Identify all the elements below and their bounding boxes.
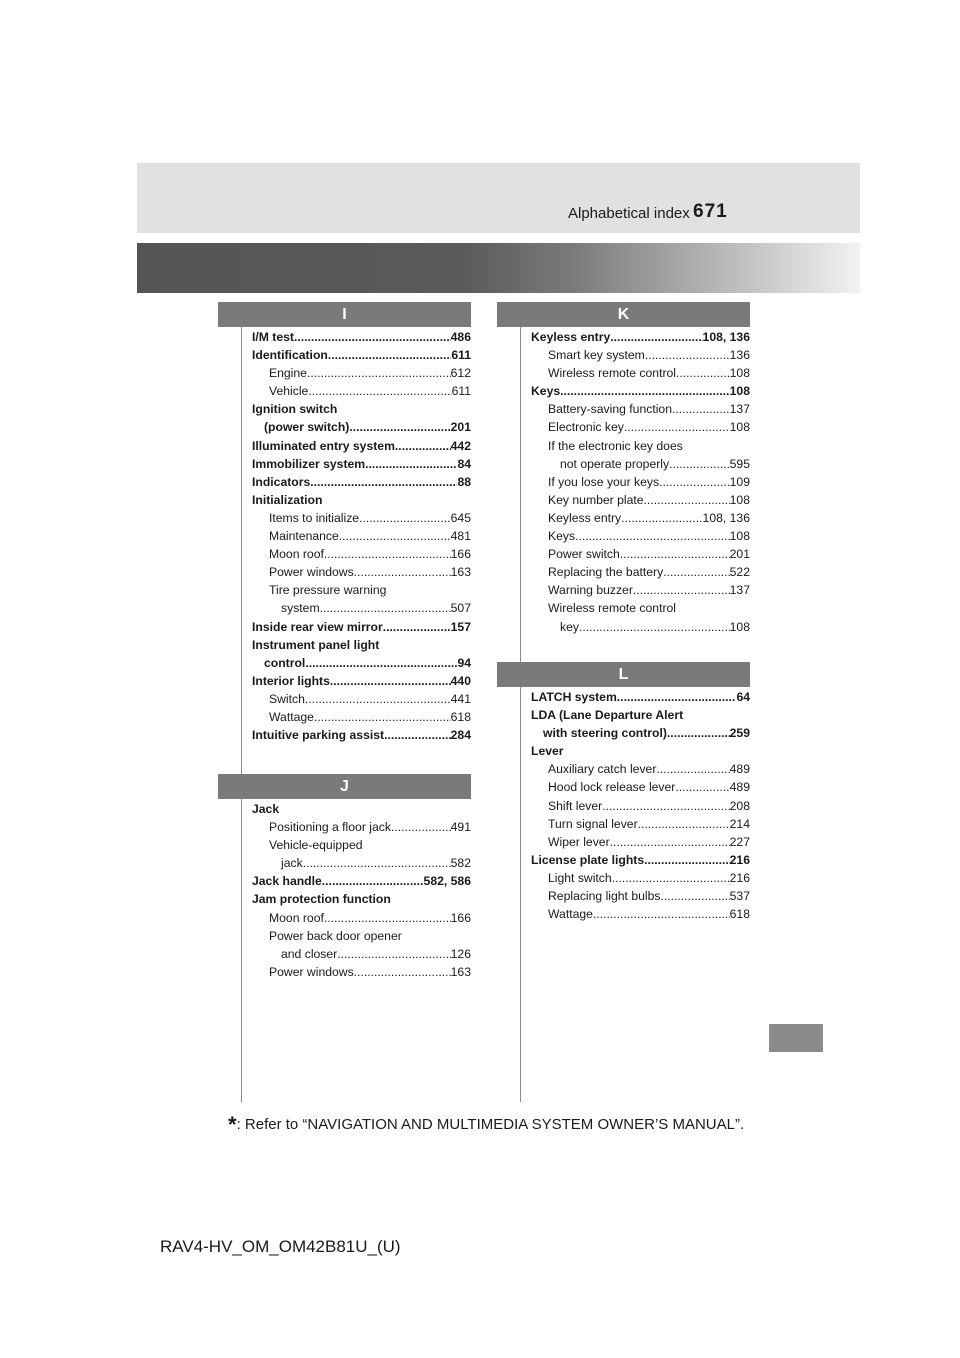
entry-page-number: 108 (729, 384, 750, 399)
entry-text: Indicators (252, 474, 311, 489)
index-entry (531, 455, 750, 473)
index-entry (252, 599, 471, 617)
index-list-k (531, 328, 750, 636)
leader-dots (314, 708, 451, 726)
page-number: 671 (693, 201, 728, 222)
entry-text: Illuminated entry system (252, 438, 395, 453)
leader-dots (349, 418, 450, 436)
leader-dots (391, 818, 451, 836)
leader-dots (359, 509, 451, 527)
leader-dots (328, 346, 451, 364)
entry-page-number: 618 (729, 907, 750, 922)
entry-text: Hood lock release lever (548, 780, 676, 795)
entry-page-number: 618 (450, 709, 471, 724)
entry-page-number: 441 (450, 691, 471, 706)
index-entry-heading: Tire pressure warning (269, 583, 387, 598)
index-entry (531, 887, 750, 905)
index-entry (531, 527, 750, 545)
entry-page-number: 136 (729, 348, 750, 363)
leader-dots (330, 672, 451, 690)
left-column-divider (241, 312, 242, 1102)
entry-page-number: 166 (450, 547, 471, 562)
entry-page-number: 109 (729, 474, 750, 489)
entry-text: Inside rear view mirror (252, 619, 383, 634)
leader-dots (310, 473, 457, 491)
index-entry (531, 618, 750, 636)
entry-page-number: 227 (729, 834, 750, 849)
entry-text: Wireless remote control (548, 366, 677, 381)
entry-text: If you lose your keys (548, 474, 660, 489)
index-entry (252, 963, 471, 981)
index-entry-heading: LDA (Lane Departure Alert (531, 708, 684, 723)
entry-text: Replacing light bulbs (548, 889, 661, 904)
index-entry-heading: Instrument panel light (252, 637, 380, 652)
leader-dots (644, 851, 730, 869)
entry-text: Power switch (548, 547, 620, 562)
leader-dots (303, 854, 451, 872)
entry-text: Jack handle (252, 874, 322, 889)
index-entry (252, 418, 471, 436)
index-entry-heading: Jam protection function (252, 892, 391, 907)
index-entry-heading: Wireless remote control (548, 601, 677, 616)
entry-page-number: 137 (729, 402, 750, 417)
index-list-j (252, 800, 471, 981)
chapter-tab (769, 1024, 823, 1052)
entry-text: Key number plate (548, 492, 644, 507)
leader-dots (308, 382, 451, 400)
section-header-k: K (497, 302, 750, 327)
leader-dots (560, 382, 730, 400)
leader-dots (324, 909, 451, 927)
entry-page-number: 216 (729, 870, 750, 885)
index-entry (531, 581, 750, 599)
leader-dots (660, 887, 729, 905)
entry-page-number: 108 (729, 619, 750, 634)
entry-page-number: 259 (729, 726, 750, 741)
entry-page-number: 108, 136 (702, 510, 750, 525)
entry-page-number: 108 (729, 529, 750, 544)
index-entry (531, 778, 750, 796)
index-list-l (531, 688, 750, 923)
entry-page-number: 157 (450, 619, 471, 634)
entry-page-number: 611 (451, 384, 471, 399)
leader-dots (610, 328, 702, 346)
entry-text: I/M test (252, 330, 294, 344)
leader-dots (620, 545, 730, 563)
index-entry (531, 797, 750, 815)
entry-text: Power windows (269, 964, 354, 979)
entry-page-number: 214 (729, 816, 750, 831)
entry-page-number: 582, 586 (423, 874, 471, 889)
leader-dots (633, 581, 730, 599)
entry-page-number: 507 (450, 601, 471, 616)
leader-dots (365, 455, 457, 473)
entry-text: with steering control) (543, 726, 667, 741)
entry-text: Turn signal lever (548, 816, 638, 831)
index-entry (252, 563, 471, 581)
leader-dots (663, 563, 729, 581)
entry-page-number: 88 (457, 474, 471, 489)
leader-dots (645, 346, 730, 364)
leader-dots (676, 364, 730, 382)
leader-dots (675, 778, 729, 796)
entry-text: License plate lights (531, 852, 645, 867)
index-entry (252, 509, 471, 527)
leader-dots (354, 963, 451, 981)
entry-text: system (281, 601, 320, 616)
entry-text: Keyless entry (531, 330, 611, 344)
index-entry-heading: Power back door opener (269, 928, 402, 943)
index-entry (531, 364, 750, 382)
index-entry-heading: Initialization (252, 492, 323, 507)
entry-page-number: 64 (736, 690, 750, 704)
index-entry (252, 545, 471, 563)
leader-dots (339, 527, 451, 545)
entry-text: and closer (281, 946, 338, 961)
entry-text: Keys (531, 384, 561, 399)
leader-dots (354, 563, 451, 581)
index-entry (531, 905, 750, 923)
leader-dots (617, 688, 737, 706)
index-entry (531, 473, 750, 491)
entry-text: Identification (252, 348, 328, 363)
entry-page-number: 489 (729, 780, 750, 795)
entry-text: Power windows (269, 565, 354, 580)
entry-page-number: 163 (450, 964, 471, 979)
entry-page-number: 481 (450, 529, 471, 544)
entry-text: Interior lights (252, 673, 330, 688)
entry-page-number: 201 (729, 547, 750, 562)
entry-page-number: 163 (450, 565, 471, 580)
index-entry (252, 872, 471, 890)
entry-text: not operate properly (560, 456, 670, 471)
leader-dots (621, 509, 702, 527)
entry-page-number: 537 (729, 889, 750, 904)
entry-page-number: 201 (450, 420, 471, 435)
entry-page-number: 94 (457, 655, 471, 670)
entry-text: Intuitive parking assist (252, 728, 385, 743)
index-entry (252, 455, 471, 473)
index-entry (531, 851, 750, 869)
index-entry (531, 509, 750, 527)
entry-text: Light switch (548, 870, 612, 885)
entry-text: Positioning a floor jack (269, 820, 391, 835)
entry-text: jack (281, 856, 303, 871)
entry-page-number: 108 (729, 366, 750, 381)
index-list-i (252, 328, 471, 744)
entry-text: Smart key system (548, 348, 645, 363)
index-entry (531, 815, 750, 833)
entry-text: control (264, 655, 306, 670)
leader-dots (322, 872, 424, 890)
entry-page-number: 208 (729, 798, 750, 813)
entry-page-number: 108 (729, 492, 750, 507)
entry-text: Engine (269, 366, 307, 381)
leader-dots (612, 869, 730, 887)
footnote (228, 1112, 744, 1138)
entry-text: Auxiliary catch lever (548, 762, 657, 777)
entry-page-number: 442 (450, 438, 471, 453)
index-entry (252, 818, 471, 836)
entry-text: Electronic key (548, 420, 624, 435)
index-entry-heading: If the electronic key does (548, 438, 683, 453)
header-band (137, 163, 860, 233)
leader-dots (672, 400, 730, 418)
middle-column-divider (520, 312, 521, 1102)
entry-text: Keys (548, 529, 576, 544)
leader-dots (384, 726, 451, 744)
leader-dots (669, 455, 730, 473)
entry-text: Shift lever (548, 798, 603, 813)
leader-dots (593, 905, 730, 923)
entry-text: LATCH system (531, 690, 617, 704)
entry-text: key (560, 619, 579, 634)
index-entry (531, 418, 750, 436)
entry-page-number: 489 (729, 762, 750, 777)
index-entry (531, 869, 750, 887)
index-entry (252, 364, 471, 382)
leader-dots (305, 654, 457, 672)
leader-dots (383, 618, 451, 636)
index-entry (252, 527, 471, 545)
leader-dots (579, 618, 730, 636)
section-header-l: L (497, 662, 750, 687)
index-entry (252, 672, 471, 690)
document-code: RAV4-HV_OM_OM42B81U_(U) (160, 1237, 401, 1256)
leader-dots (337, 945, 450, 963)
index-entry (252, 945, 471, 963)
entry-page-number: 440 (450, 673, 471, 688)
index-entry (531, 346, 750, 364)
leader-dots (395, 437, 451, 455)
entry-text: Moon roof (269, 910, 324, 925)
leader-dots (602, 797, 729, 815)
index-entry (252, 854, 471, 872)
leader-dots (305, 690, 451, 708)
entry-text: Vehicle (269, 384, 309, 399)
section-banner (137, 243, 860, 293)
index-entry-heading: Vehicle-equipped (269, 838, 363, 853)
entry-page-number: 137 (729, 583, 750, 598)
section-header-i: I (218, 302, 471, 327)
leader-dots (294, 328, 451, 346)
entry-page-number: 645 (450, 510, 471, 525)
page-title: Alphabetical index (568, 205, 690, 222)
entry-page-number: 611 (451, 348, 471, 363)
entry-text: Replacing the battery (548, 565, 664, 580)
index-entry (252, 328, 471, 346)
entry-text: Keyless entry (548, 510, 622, 525)
entry-page-number: 491 (450, 820, 471, 835)
index-entry-heading: Jack (252, 802, 280, 816)
index-entry (252, 618, 471, 636)
leader-dots (656, 760, 729, 778)
entry-text: Maintenance (269, 529, 339, 544)
index-entry (531, 760, 750, 778)
entry-page-number: 612 (450, 366, 471, 381)
entry-text: Wattage (548, 907, 593, 922)
index-entry (531, 563, 750, 581)
entry-page-number: 126 (450, 946, 471, 961)
footnote-marker: * (228, 1112, 237, 1137)
index-entry (252, 382, 471, 400)
index-entry (531, 833, 750, 851)
entry-page-number: 84 (457, 456, 471, 471)
entry-text: Switch (269, 691, 305, 706)
index-entry (531, 724, 750, 742)
index-entry (252, 708, 471, 726)
entry-page-number: 486 (450, 330, 471, 344)
entry-page-number: 582 (450, 856, 471, 871)
index-entry (531, 382, 750, 400)
index-entry (531, 491, 750, 509)
leader-dots (575, 527, 730, 545)
leader-dots (610, 833, 730, 851)
index-entry (531, 400, 750, 418)
entry-text: Wattage (269, 709, 314, 724)
leader-dots (659, 473, 730, 491)
leader-dots (638, 815, 730, 833)
entry-text: Wiper lever (548, 834, 610, 849)
entry-page-number: 108 (729, 420, 750, 435)
entry-page-number: 522 (729, 565, 750, 580)
entry-text: Battery-saving function (548, 402, 672, 417)
index-entry (531, 545, 750, 563)
entry-text: (power switch) (264, 420, 350, 435)
section-header-j: J (218, 774, 471, 799)
index-entry (252, 726, 471, 744)
entry-page-number: 216 (729, 852, 750, 867)
entry-page-number: 166 (450, 910, 471, 925)
entry-page-number: 595 (729, 456, 750, 471)
leader-dots (324, 545, 451, 563)
index-entry-heading: Ignition switch (252, 402, 338, 417)
index-entry (252, 437, 471, 455)
leader-dots (307, 364, 451, 382)
leader-dots (624, 418, 730, 436)
entry-text: Items to initialize (269, 510, 360, 525)
index-entry-heading: Lever (531, 744, 564, 759)
index-entry (531, 688, 750, 706)
leader-dots (667, 724, 730, 742)
entry-text: Moon roof (269, 547, 324, 562)
footnote-text: : Refer to “NAVIGATION AND MULTIMEDIA SYSTEM OWNER’S MANUAL”. (236, 1116, 745, 1133)
index-entry (252, 909, 471, 927)
leader-dots (320, 599, 451, 617)
index-entry (252, 690, 471, 708)
leader-dots (644, 491, 730, 509)
index-entry (531, 328, 750, 346)
index-entry (252, 346, 471, 364)
entry-text: Immobilizer system (252, 456, 366, 471)
entry-page-number: 108, 136 (702, 330, 750, 344)
entry-page-number: 284 (450, 728, 471, 743)
index-entry (252, 473, 471, 491)
entry-text: Warning buzzer (548, 583, 633, 598)
index-entry (252, 654, 471, 672)
